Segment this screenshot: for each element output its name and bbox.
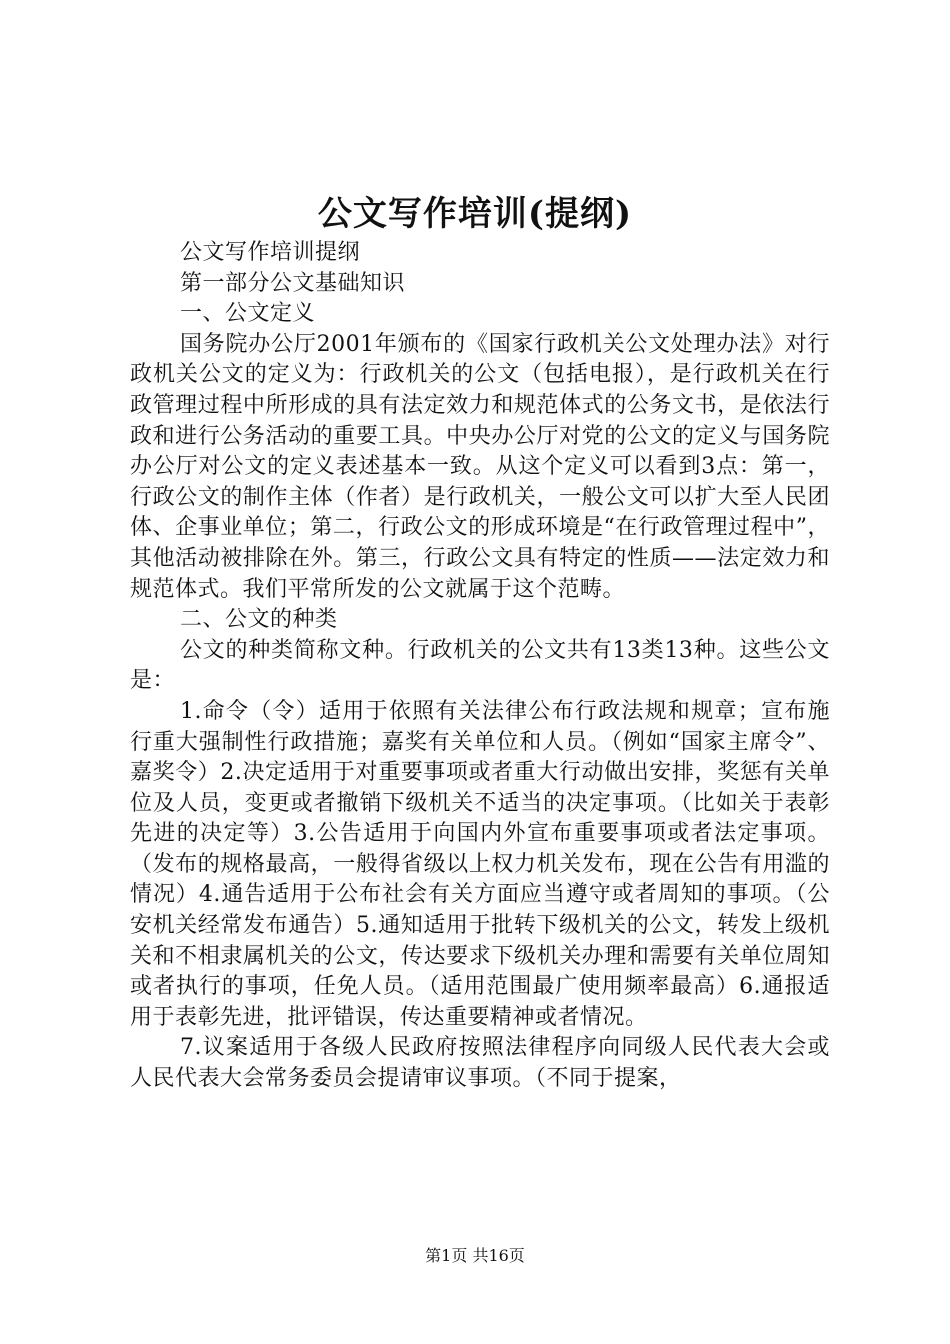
paragraph-part-one-heading: 第一部分公文基础知识 [180, 270, 406, 296]
page-number-footer: 第1页 共16页 [425, 1246, 525, 1265]
document-body [130, 238, 830, 1095]
document-title: 公文写作培训(提纲) [317, 194, 633, 234]
paragraph-types-intro: 公文的种类简称文种。行政机关的公文共有13类13种。这些公文是： [130, 637, 830, 694]
paragraph-section-definition-heading: 一、公文定义 [180, 301, 316, 327]
paragraph-outline-title: 公文写作培训提纲 [180, 240, 361, 265]
paragraph-section-types-heading: 二、公文的种类 [180, 607, 338, 633]
paragraph-definition-body: 国务院办公厅2001年颁布的《国家行政机关公文处理办法》对行政机关公文的定义为：行政机关的公文（包括电报），是行政机关在行政管理过程中所形成的具有法定效力和规范体式的公务文书，是依法行政和进行公务活动的重要工具。中央办公厅对党的公文的定义与国务院办公厅对公文的定义表述基本一致。从这个定义可以看到3点：第一，行政公文的制作主体（作者）是行政机关，一般公文可以扩大至人民团体、企事业单位；第二，行政公文的形成环境是“在行政管理过程中”，其他活动被排除在外。第三，行政公文具有特定的性质——法定效力和规范体式。我们平常所发的公文就属于这个范畴。 [130, 331, 830, 602]
paragraph-types-list-7: 7.议案适用于各级人民政府按照法律程序向同级人民代表大会或人民代表大会常务委员会提请审议事项。（不同于提案， [130, 1035, 830, 1092]
paragraph-types-list-1-6: 1.命令（令）适用于依照有关法律公布行政法规和规章；宣布施行重大强制性行政措施；嘉奖有关单位和人员。（例如“国家主席令”、嘉奖令）2.决定适用于对重要事项或者重大行动做出安排，奖惩有关单位及人员，变更或者撤销下级机关不适当的决定事项。（比如关于表彰先进的决定等）3.公告适用于向国内外宣布重要事项或者法定事项。（发布的规格最高，一般得省级以上权力机关发布，现在公告有用滥的情况）4.通告适用于公布社会有关方面应当遵守或者周知的事项。（公安机关经常发布通告）5.通知适用于批转下级机关的公文，转发上级机关和不相隶属机关的公文，传达要求下级机关办理和需要有关单位周知或者执行的事项，任免人员。（适用范围最广使用频率最高）6.通报适用于表彰先进，批评错误，传达重要精神或者情况。 [130, 698, 830, 1030]
